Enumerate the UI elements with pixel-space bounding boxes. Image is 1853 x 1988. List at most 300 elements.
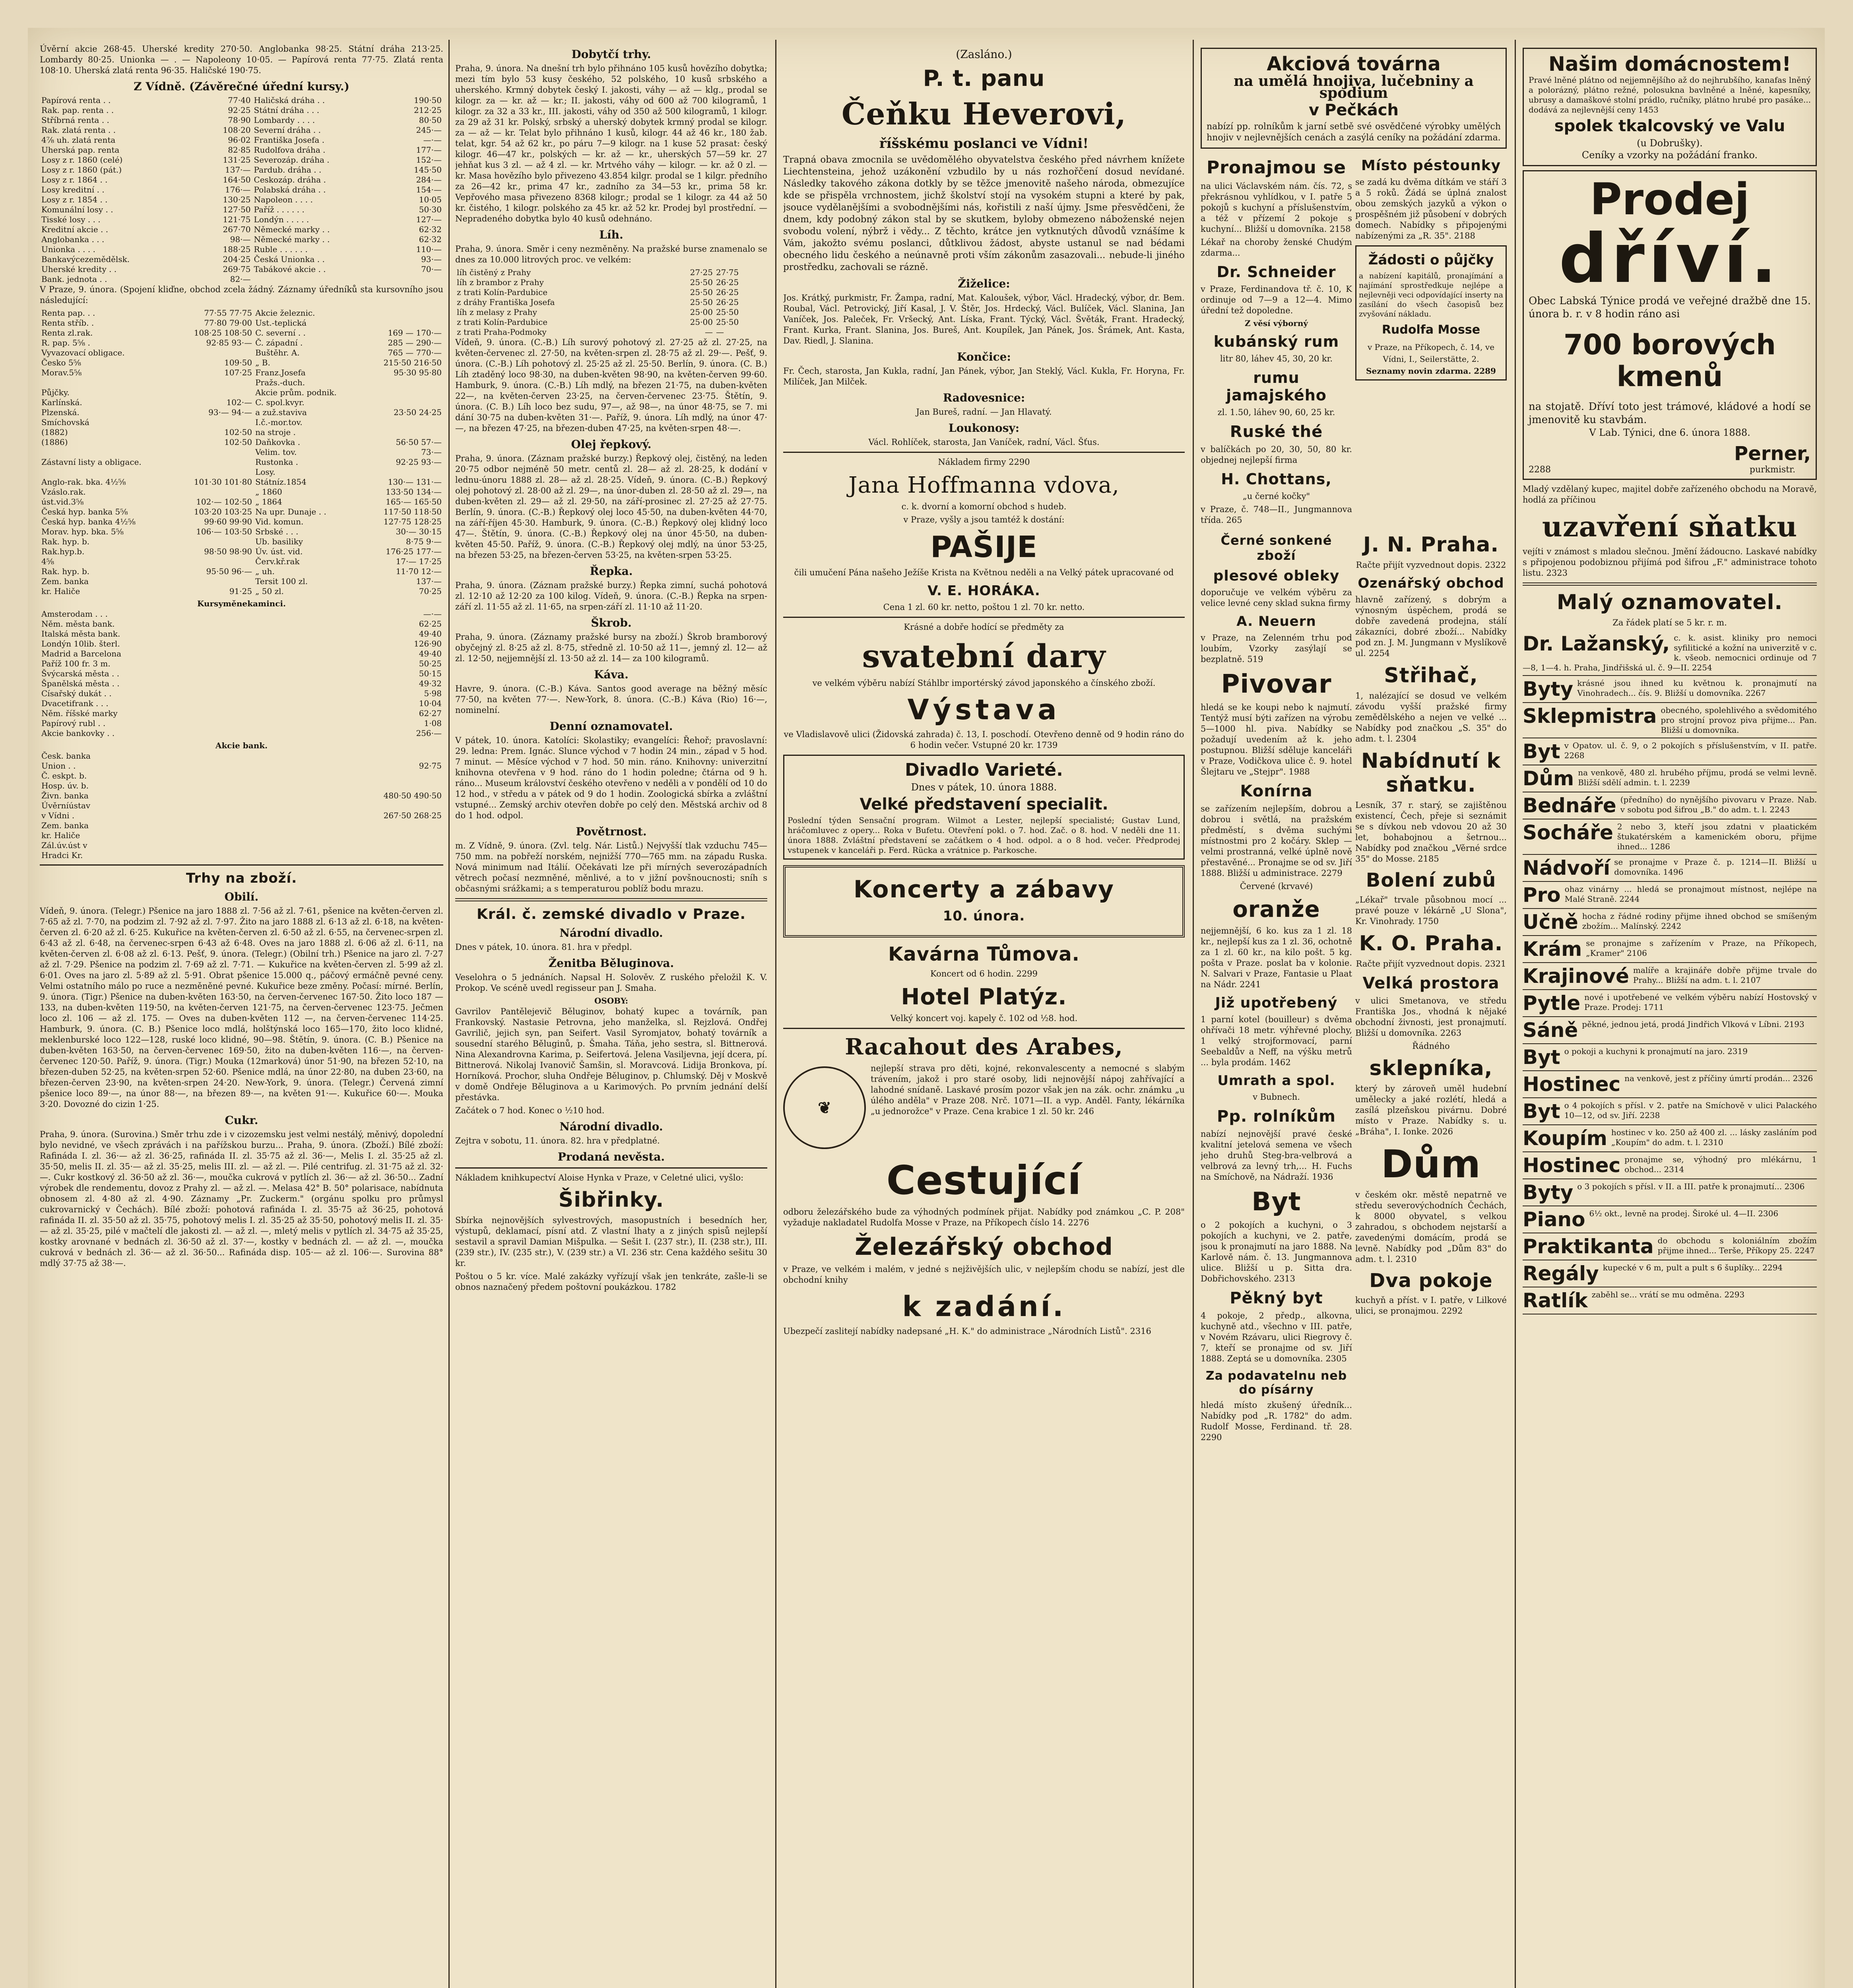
table-row	[40, 447, 443, 457]
small-ad-text: v Opatov. ul. č. 9, o 2 pokojích s příslušenstvím, v II. patře. 2268	[1564, 741, 1817, 760]
perner-sub: purkmistr.	[1749, 465, 1796, 475]
small-ad-text: 2 nebo 3, kteří jsou zdatni v plaatickém štukatérském a kamenickém oboru, přijme ihned... 1286	[1617, 822, 1817, 851]
table-cell: Polabská dráha . .	[254, 185, 326, 194]
table-cell: Č. západní .	[255, 338, 303, 348]
ozenarsky: Ozenářský obchod	[1358, 575, 1504, 591]
table-cell: 25·00	[690, 317, 713, 327]
table-cell: 50·25	[419, 659, 442, 668]
table-cell: Losy z r. 1854 . .	[41, 195, 108, 204]
small-ad-lead: Nádvoří	[1523, 856, 1610, 879]
table-cell: Ub. basiliky	[255, 537, 303, 546]
zdarma: Seznamy novin zdarma. 2289	[1366, 366, 1496, 376]
domacnostem-ad	[1523, 48, 1817, 166]
concert-ad	[783, 865, 1185, 938]
table-cell: C. spol.kvyr.	[255, 398, 305, 407]
small-ad-text: o pokoji a kuchyni k pronajmutí na jaro. 2319	[1564, 1046, 1748, 1056]
table-cell: 108·20	[223, 125, 251, 135]
top-text: Úvěrní akcie 268·45. Uherské kredity 270·50. Anglobanka 98·25. Státní dráha 213·25. Lombardy 80·25. Unionka — . — Napoleony 10·05. — Papírová renta 77·75. Zlatá renta 108·10. Uherská zlatá renta 96·35. Haličské 190·75.	[40, 44, 443, 75]
table-cell: Ust.-teplická	[255, 318, 307, 328]
signature: Jos. Krátký, purkmistr, Fr. Žampa, radní, Mat. Kaloušek, výbor, Václ. Hradecký, výbor, dr. Bem. Roubal, Václ. Petrovický, Jiří Kasal, J. V. Štěr, Jos. Hrdecký, Václ. Bulíček, Václ. Slanina, Jan Vaníček, Jos. Paleček, Fr. Vršecký, Ant. Líska, Frant. Týcký, Václ. Švěták, Frant. Hradecký, Frant. Kurka, Frant. Slanina, Jos. Bureš, Ant. Koupílek, Jan Pánek, Jos. Šrámek, Ant. Kasta, Dav. Riedl, J. Slanina.	[783, 293, 1185, 346]
table-cell: z trati Kolín-Pardubice	[457, 317, 548, 327]
table-cell: Union . .	[41, 761, 76, 771]
small-ad-lead: Regály	[1523, 1262, 1599, 1285]
pekny: Pěkný byt	[1230, 1289, 1323, 1307]
konirna-text: se zařízením nejlepším, dobrou a dobrou i světlá, na pražském předměstí, s dvěma suchými místnostmi pro 2 kočáry. Sklep — velmi prostranná, velké úplně nově přestavěné... Pronajme se od sv. Jiří 1888. Bližší u administrace. 2279	[1201, 804, 1352, 878]
drivi: dříví.	[1559, 219, 1781, 298]
table-row	[40, 467, 443, 477]
table-cell: „ 50 zl.	[255, 586, 284, 596]
table-row	[455, 307, 767, 317]
ads-right	[1355, 153, 1507, 528]
table-row	[455, 297, 767, 307]
table-cell: Lombardy . . . .	[254, 115, 315, 125]
table-cell: na stroje .	[255, 427, 296, 437]
table-cell: 92·25	[228, 105, 251, 115]
table-cell: Karlínská.	[41, 398, 82, 407]
table-cell: Kreditní akcie . .	[41, 225, 109, 234]
table-row	[40, 175, 443, 185]
table-cell: 1·08	[424, 718, 442, 728]
zelez-text: v Praze, ve velkém i malém, v jedné s nejživějších ulic, v nejlepším chodu se nabízí, jest dle obchodní knihy	[783, 1264, 1185, 1285]
pasije-price: Cena 1 zl. 60 kr. netto, poštou 1 zl. 70 kr. netto.	[883, 602, 1085, 612]
table-cell: Morav. hyp. bka. 5⅝	[41, 527, 124, 536]
table-cell: 70·25	[419, 586, 442, 596]
table-row	[40, 348, 443, 358]
table-cell: Anglo-rak. bka. 4½⅝	[41, 477, 126, 487]
table-cell	[363, 318, 443, 328]
table-cell: 92·85 93·—	[206, 338, 252, 348]
table-cell: z trati Kolín-Pardubice	[457, 287, 548, 297]
table-cell: 102·50	[224, 437, 252, 447]
pivovar-text: hledá se ke koupi nebo k najmutí. Tentýž musí býti zařízen na výrobu 5—1000 hl. piva. Nabídky se požadují uvedením až k. jeho postupnou. Bližší sděluje kanceláři v Praze, Vodičkova ulice č. 9. hotel Šlejtaru ve „Stejpr". 1988	[1201, 703, 1352, 777]
small-ad-lead: Krám	[1523, 938, 1582, 961]
table-cell: 256·—	[416, 728, 442, 738]
weather-text: m. Z Vídně, 9. února. (Zvl. telg. Nár. Listů.) Nejvyšší tlak vzduchu 745—750 mm. na pobřeží norském, nejnižší 770—765 mm. na západu Ruska. Nová minimum nad Itálií. Očekávati lze při mírných severozápadních větrech počasí nezmněné, měnlivé, a to v jižní povšnoucnosti; sníh s občasnými srážkami; a s temperaturou poblíž bodu mrazu.	[455, 841, 767, 893]
table-cell: 267·70	[223, 225, 251, 234]
column-small-ads	[1523, 44, 1817, 1988]
small-ad-text: malíře a krajináře dobře přijme trvale do Prahy... Bližší na adm. t. l. 2107	[1633, 965, 1817, 985]
table-row	[455, 268, 767, 278]
table-cell: 10·04	[419, 699, 442, 708]
oranze-text: nejjemnější, 6 ko. kus za 1 zl. 18 kr., nejlepší kus za 1 zl. 36, ochotně za 1 zl. 60 kr., na kilo pošt. 5 kg. pošta v Praze. poslat ba v kolonie. N. Salvari v Praze, Fantasie u Plaat na Nádr. 2241	[1201, 926, 1352, 989]
table-cell: Anglobanka . . .	[41, 235, 105, 244]
snatek: uzavření sňatku	[1542, 510, 1798, 543]
perner-block	[1734, 443, 1811, 475]
table-cell: Německé marky . .	[254, 235, 330, 244]
table-cell: Česko 5⅝	[41, 358, 81, 367]
table-cell: 92·25 93·—	[396, 457, 442, 467]
table-cell	[226, 821, 443, 831]
letter-pt: P. t. panu	[923, 66, 1045, 91]
table-cell: a zuž.staviva	[255, 408, 307, 417]
table-cell: 78·90	[228, 115, 251, 125]
vienna-quote-table	[40, 95, 443, 284]
oranze: oranže	[1232, 897, 1320, 922]
zadani-text: Ubezpečí zaslitejí nabídky nadepsané „H. K." do administrace „Národních Listů". 2316	[783, 1326, 1151, 1336]
tea-text: v balíčkách po 20, 30, 50, 80 kr. objednej nejlepší firma	[1201, 445, 1352, 465]
table-cell: 121·75	[223, 215, 251, 224]
table-row	[40, 679, 443, 689]
small-ad	[1523, 1017, 1817, 1044]
table-cell: Dvacetifrank . . .	[41, 699, 109, 708]
table-cell: 137·—	[416, 577, 442, 586]
ads-right-2	[1355, 528, 1507, 1445]
table-cell: 11·70 12·—	[396, 567, 442, 576]
table-cell	[174, 417, 254, 427]
table-cell: 133·50 134·—	[386, 487, 442, 497]
small-ad-text: do obchodu s koloniálním zbožím přijme ihned... Terše, Příkopy 25. 2247	[1657, 1236, 1817, 1255]
table-cell: Akcie železnic.	[255, 308, 315, 318]
plesove: plesové obleky	[1213, 568, 1340, 584]
table-cell: 26·25	[716, 297, 739, 307]
tickets-text: Zejtra v sobotu, 11. února. 82. hra v předplatné.	[455, 1136, 660, 1145]
table-cell: Plzenská.	[41, 408, 80, 417]
small-ad	[1523, 676, 1817, 703]
factory-sub: na umělá hnojiva, lučebniny a spodium	[1234, 73, 1474, 101]
table-row	[40, 457, 443, 467]
small-ad	[1523, 990, 1817, 1017]
table-cell: 284·—	[416, 175, 442, 184]
table-cell: —·—	[423, 609, 442, 619]
table-cell: Londýn 10lib. šterl.	[41, 639, 120, 648]
table-cell: 82·—	[230, 274, 251, 284]
table-row	[40, 619, 443, 629]
chottans-sub: „u černé kočky"	[1242, 491, 1310, 501]
column-letter-and-ads	[783, 44, 1185, 1988]
table-cell	[226, 801, 443, 811]
table-cell: Madrid a Barcelona	[41, 649, 122, 658]
prague-intro: V Praze, 9. února. (Spojení kliďne, obchod zcela žádný. Záznamy úředníků sta kursovního jsou následující:	[40, 285, 443, 305]
table-cell: Paříž . . . . . .	[254, 205, 305, 214]
table-cell: Zál.úv.úst v	[41, 841, 87, 850]
table-cell: Půjčky.	[41, 388, 70, 397]
dva-text: kuchyň a příst. v I. patře, v Lilkové ulici, se pronajmou. 2292	[1355, 1295, 1507, 1316]
table-cell	[363, 417, 443, 427]
table-cell: Akcie prům. podnik.	[255, 388, 337, 397]
divider	[455, 898, 767, 901]
sklepnika: sklepníka,	[1369, 1056, 1493, 1080]
book-footer: Poštou o 5 kr. více. Malé zakázky vyřízují však jen tenkráte, zašle-li se obnos naznačený předem poštovní poukázkou. 1782	[455, 1272, 767, 1292]
table-row	[40, 659, 443, 669]
small-ad-text: zaběhl se... vrátí se mu odměna. 2293	[1591, 1290, 1745, 1299]
publisher: Nákladem knihkupectví Aloise Hynka v Praze, v Celetné ulici, vyšlo:	[455, 1173, 744, 1182]
table-cell: Franz.Josefa	[255, 368, 306, 377]
pasije: PAŠIJE	[930, 530, 1038, 564]
table-cell: 165·— 165·50	[386, 497, 442, 507]
small-ad-lead: Sklepmistra	[1523, 705, 1657, 728]
theatre-title: Král. č. zemské divadlo v Praze.	[477, 906, 746, 922]
table-row	[40, 609, 443, 619]
table-cell: Hradci Kr.	[41, 850, 83, 860]
table-cell: 98·—	[230, 235, 251, 244]
table-cell: 62·25	[419, 619, 442, 629]
table-cell: 5·98	[424, 689, 442, 698]
table-row	[40, 517, 443, 527]
table-cell: Unionka . . . .	[41, 245, 95, 254]
table-cell: Vid. komun.	[255, 517, 304, 526]
small-ad-text: hocha z řádné rodiny přijme ihned obchod se smíšeným zbožím... Malínský. 2242	[1582, 911, 1817, 931]
neuern-text: v Praze, na Zelenném trhu pod loubím, Vzorky zasýlají se bezplatně. 519	[1201, 633, 1352, 664]
table-cell	[363, 467, 443, 477]
table-cell: 77·40	[228, 95, 251, 105]
variete-title: Divadlo Varieté.	[905, 760, 1063, 780]
small-ad-lead: Byt	[1523, 740, 1560, 763]
table-row	[40, 557, 443, 567]
table-cell: 130·— 131·—	[388, 477, 442, 487]
table-cell: „ B.	[255, 358, 270, 367]
exchange-table	[40, 609, 443, 738]
gifts-title: svatební dary	[862, 637, 1106, 675]
pasije-author: V. E. HORÁKA.	[927, 583, 1040, 599]
sklepnika-intro: Řádného	[1412, 1041, 1450, 1051]
table-cell: 107·25	[224, 368, 252, 377]
table-cell: Bankavýcezemědělsk.	[41, 254, 130, 264]
table-cell: 152·—	[416, 155, 442, 165]
table-cell	[174, 378, 254, 388]
cestujici-text: odboru železářského bude za výhodných podmínek přijat. Nabídky pod známkou „C. P. 208" vyžaduje nakladatel Rudolfa Mosse v Praze, na Příkopech číslo 14. 2276	[783, 1207, 1185, 1227]
kmen-text: na stojatě. Dříví toto jest trámové, kládové a hodí se jmenovitě ku stavbám.	[1529, 401, 1811, 426]
table-cell	[363, 388, 443, 398]
small-ad	[1523, 1179, 1817, 1206]
small-ad-lead: Krajinové	[1523, 965, 1629, 988]
table-cell: 62·32	[419, 225, 442, 234]
table-cell: 82·85	[228, 145, 251, 155]
table-cell: 62·27	[419, 709, 442, 718]
two-column-ads-2	[1201, 528, 1507, 1445]
mlady: Mladý vzdělaný kupec, majitel dobře zařízeného obchodu na Moravě, hodlá za příčinou	[1523, 484, 1817, 505]
grain-title: Obilí.	[224, 890, 259, 903]
daily-text: V pátek, 10. února. Katolíci: Skolastiky; evangelíci: Řehoř; pravoslavní: 29. ledna: Prem. Ignác. Slunce východ v 7 hodin 24 min., západ v 5 hod. 7 minut. — Měsíce východ v 7 hod. 50 min. ráno. Knihovny: univerzitní knihovna otevřena v 9 hod. ráno do 1 hodin poledne; čtárna od 9 h. ráno... Museum království českého otevřeno v neděli a v pondělí od 10 do 12 hod., v středu a v pátek od 9 do 1 hodin. Zoologická sbírka a zvláštní vstupné... Zemský archiv otevřen dobře po celý den. Městská archiv od 8 do 1 hod. odpol.	[455, 736, 767, 820]
small-ad-lead: Pro	[1523, 883, 1561, 907]
table-row	[40, 408, 443, 417]
table-cell: 49·40	[419, 649, 442, 658]
table-cell: „ uh.	[255, 567, 275, 576]
firm-sub: c. k. dvorní a komorní obchod s hudeb.	[901, 502, 1067, 511]
table-row	[40, 801, 443, 811]
signature-row	[1529, 443, 1811, 475]
small-ad-lead: Hostinec	[1523, 1154, 1621, 1177]
small-ad-text: nové i upotřebené ve velkém výběru nabízí Hostovský v Praze. Prodej: 1711	[1584, 992, 1817, 1012]
prague-quote-table	[40, 308, 443, 596]
spolek-text: Ceníky a vzorky na požádání franko.	[1581, 149, 1758, 161]
rum1-text: litr 80, láhev 45, 30, 20 kr.	[1220, 354, 1333, 363]
radovesnice: Radovesnice:	[943, 391, 1025, 404]
table-cell: 92·75	[419, 761, 442, 771]
small-ad-text: c. k. asist. kliniky pro nemoci syfilitické a kožní na univerzitě v c. k. všeob. nemocnici ordinuje od 7—8, 1—4. h. Praha, Jindřišská ul. č. 9—II. 2254	[1523, 633, 1817, 672]
small-ad-text: krásné jsou ihned ku květnou k. pronajmutí na Vinohradech... čís. 9. Bližší u domovníka. 2267	[1577, 678, 1817, 698]
table-cell: 30·— 30·15	[396, 527, 442, 536]
table-cell: Česká hyp. banka 4½⅝	[41, 517, 136, 526]
table-row	[40, 427, 443, 437]
kavarna: Kavárna Tůmova.	[888, 943, 1080, 965]
two-column-ads	[1201, 153, 1507, 528]
mosse-ad	[1355, 245, 1507, 381]
pisarna: Za podavatelnu neb do písárny	[1205, 1369, 1347, 1397]
table-cell: „ 1864	[255, 497, 282, 507]
rolnikum-text: nabízí nejnovější pravé české kvalitní jetelová semena ve všech jeho druhů Steg-bra-velbrová a velbrová za levný trh,... H. Fuchs na Smíchově, na Nádraží. 1936	[1201, 1129, 1352, 1182]
table-cell: Tersit 100 zl.	[255, 577, 308, 586]
table-cell: Rustonka .	[255, 457, 298, 467]
table-cell: Česká Unionka . .	[254, 254, 325, 264]
domacnostem-text: Pravé lněné plátno od nejjemnějšího až do nejhrubšího, kanafas lněný a polorázný, plátno režné, polosukna bavlněné a lněné, kapesníky, ubrusy a damaškové stolní prádlo, ručníky, plátno hrubé pro pasáke... dodává za nejlevnější ceny 1453	[1529, 75, 1811, 115]
cattle-title: Dobytčí trhy.	[571, 48, 651, 61]
small-ad-lead: Sáně	[1523, 1019, 1578, 1042]
pasije-text: čili umučení Pána našeho Ježíše Krista na Květnou neděli a na Velký pátek upracované od	[794, 568, 1174, 577]
table-cell: Něm. města bank.	[41, 619, 115, 629]
small-ad	[1523, 855, 1817, 882]
coffee-title: Káva.	[594, 668, 629, 681]
small-ad-text: se pronajme v Praze č. p. 1214—II. Bližší u domovníka. 1496	[1614, 857, 1817, 877]
small-ad-text: pronajme se, výhodný pro mlékárnu, 1 obchod... 2314	[1624, 1155, 1817, 1174]
hotel-sub: Velký koncert voj. kapely č. 102 od ½8. hod.	[890, 1013, 1078, 1023]
prostora: Velká prostora	[1362, 974, 1500, 992]
table-cell: 26·25	[716, 287, 739, 297]
table-cell: Zem. banka	[41, 577, 89, 586]
table-cell	[174, 348, 254, 358]
small-ad	[1523, 1152, 1817, 1179]
small-ad	[1523, 792, 1817, 819]
trade-title: Trhy na zboží.	[186, 870, 297, 886]
mosse-text: v Praze, na Příkopech, č. 14, ve Vídni, I., Seilerstätte, 2.	[1367, 342, 1495, 364]
table-row	[40, 264, 443, 274]
variete-ad	[783, 755, 1185, 860]
table-cell: 25·50	[690, 287, 713, 297]
table-cell: 164·50	[223, 175, 251, 184]
table-cell: úst.vid.3⅝	[41, 497, 84, 507]
table-cell: Vzáslo.rak.	[41, 487, 86, 497]
table-cell: 154·—	[416, 185, 442, 194]
neuern: A. Neuern	[1236, 613, 1316, 629]
small-ad-text: o 3 pokojích s přísl. v II. a III. patře k pronajmutí... 2306	[1577, 1182, 1805, 1191]
column-rule	[1193, 40, 1194, 1988]
table-cell: 8·75 9·—	[406, 537, 442, 546]
theatre-persons: Gavrilov Pantělejevič Běluginov, bohatý kupec a továrník, pan Frankovský. Nastasie Petrovna, jeho manželka, sl. Rejzlová. Ondřej Gavrilič, jejich syn, pan Seifert. Vasil Syromjatov, bohatý továrník a sousední starého Běluginů, p. Šmaha. Táňa, jeho sestra, sl. Bittnerová. Nina Alexandrovna Karima, p. Seifertová. Jelena Vasiljevna, její dcera, pí. Bittnerová. Nikolaj Ivanovič Šamšin, sl. Moravcová. Lidija Bronkova, pí. Horníková. Prochor, sluha Ondřeje Běluginov, p. Chlumský. Děj v Moskvě v domě Ondřeje Běluginova a u Karimových. Po prvním jednání delší přestávka.	[455, 1007, 767, 1102]
oranze-intro: Červené (krvavé)	[1240, 881, 1313, 891]
table-row	[40, 567, 443, 577]
table-cell: Německé marky . .	[254, 225, 330, 234]
table-cell	[174, 457, 254, 467]
table-row	[40, 728, 443, 738]
lost-title: Prodaná nevěsta.	[557, 1150, 665, 1163]
potreba-text: 1 parní kotel (bouilleur) s dvěma ohřívači 18 metr. výhřevné plochy, 1 velký strojformovací, parní Seebaldův a Neff, na výšku metrů ... byla prodám. 1462	[1201, 1015, 1352, 1067]
table-cell: (1886)	[41, 437, 68, 447]
table-cell: 73·—	[421, 447, 442, 457]
pronajmou-text: na ulici Václavském nám. čís. 72, s překrásnou vyhlídkou, v I. patře 5 pokojů s kuchyní a příslušenstvím, a též v přízemí 2 pokoje s kuchyní... Bližší u domovníka. 2158	[1201, 181, 1352, 234]
table-cell: 17·— 17·25	[396, 557, 442, 566]
table-cell: Pardub. dráha . .	[254, 165, 322, 175]
table-row	[40, 185, 443, 195]
racahout: Racahout des Arabes,	[845, 1034, 1123, 1060]
theatre-sub: Národní divadlo.	[559, 926, 663, 940]
table-cell: Daňkovka .	[255, 437, 301, 447]
sugar-title: Cukr.	[225, 1114, 258, 1127]
maly-sub: Za řádek platí se 5 kr. r. m.	[1612, 618, 1727, 627]
table-cell: 95·50 96·—	[206, 567, 252, 576]
table-cell: C. severní . .	[255, 328, 306, 338]
table-row	[40, 487, 443, 497]
table-cell: 176·25 177·—	[386, 547, 442, 556]
table-cell	[226, 781, 443, 791]
divider	[783, 1028, 1185, 1029]
small-ad-lead: Byty	[1523, 678, 1574, 701]
table-cell: 190·50	[414, 95, 442, 105]
table-row	[40, 195, 443, 205]
column-market-quotes	[40, 44, 443, 1988]
rape-title: Řepka.	[590, 565, 633, 578]
small-ad-lead: Byt	[1523, 1046, 1560, 1069]
table-row	[40, 497, 443, 507]
table-cell: Česká hyp. banka 5⅝	[41, 507, 128, 516]
table-row	[40, 254, 443, 264]
table-cell: Losy.	[255, 467, 276, 477]
rum1: kubánský rum	[1213, 333, 1339, 350]
table-cell: 212·25	[414, 105, 442, 115]
table-cell: Vyvazovací obligace.	[41, 348, 125, 357]
table-cell: Na upr. Dunaje . .	[255, 507, 326, 516]
table-cell: 49·32	[419, 679, 442, 688]
table-cell: líh čistěný z Prahy	[457, 268, 531, 277]
nabidnuti-text: Lesník, 37 r. starý, se zajištěnou existencí, Čech, přeje si seznámit se s dívkou neb vdovou 20 až 30 let, bohabojnou a šetrnou... Nabídky pod značkou „Věrné srdce 35" do Mosse. 2185	[1355, 800, 1507, 864]
table-cell: 93·— 94·—	[208, 408, 252, 417]
divider	[783, 617, 1185, 618]
ko-sub: Račte přijít vyzvednout dopis. 2321	[1356, 959, 1506, 969]
table-cell: 127·50	[223, 205, 251, 214]
concert-title: Koncerty a zábavy	[853, 876, 1115, 903]
table-cell: Bank. jednota . .	[41, 274, 107, 284]
small-ad	[1523, 765, 1817, 792]
small-ad-lead: Hostinec	[1523, 1073, 1621, 1096]
konirna: Konírna	[1240, 782, 1313, 800]
table-row	[40, 537, 443, 547]
kavarna-sub: Koncert od 6 hodin. 2299	[930, 969, 1038, 978]
table-cell: R. pap. 5⅝ .	[41, 338, 90, 348]
zadani: k zadání.	[902, 1290, 1066, 1323]
small-ad-lead: Piano	[1523, 1208, 1585, 1231]
table-cell: Papírový rubl . .	[41, 718, 106, 728]
table-row	[40, 95, 443, 105]
table-cell	[174, 388, 254, 398]
ads-left-2	[1201, 528, 1352, 1445]
table-row	[40, 477, 443, 487]
table-cell: Rak.hyp.b.	[41, 547, 85, 556]
table-cell: Renta zl.rak.	[41, 328, 93, 338]
starch-text: Praha, 9. února. (Záznamy pražské bursy na zboží.) Škrob bramborový obyčejný zl. 8·25 až zl. 8·75, středně zl. 10·50 až 11—, jemný zl. 12— až zl. 12·50, nejjemnější zl. 13·50 až zl. 14— za 100 kilogramů.	[455, 632, 767, 663]
small-ad-text: kupecké v 6 m, pult a pult s 6 šuplíky... 2294	[1603, 1263, 1783, 1272]
dva: Dva pokoje	[1369, 1270, 1493, 1292]
table-cell	[174, 467, 254, 477]
table-cell: 101·30 101·80	[194, 477, 252, 487]
small-ad-lead: Socháře	[1523, 821, 1613, 844]
wood-sale-ad	[1523, 170, 1817, 480]
table-cell: 91·25	[229, 586, 252, 596]
theatre-play: Ženitba Běluginova.	[548, 957, 674, 970]
table-row	[40, 125, 443, 135]
book-title: Šibřinky.	[558, 1188, 664, 1212]
racahout-body	[783, 1063, 1185, 1152]
byt: Byt	[1252, 1187, 1301, 1217]
table-cell: z trati Praha-Podmoky	[457, 327, 547, 337]
table-row	[40, 368, 443, 378]
misto: Místo péstounky	[1361, 157, 1501, 174]
table-cell: 96·02	[228, 135, 251, 145]
table-row	[40, 831, 443, 841]
table-cell: 127·75 128·25	[383, 517, 442, 526]
column-ads	[1201, 44, 1507, 1988]
zelez: Železářský obchod	[855, 1233, 1113, 1261]
table-cell	[174, 557, 254, 567]
column-rule	[775, 40, 776, 1988]
factory-place: v Pečkách	[1309, 101, 1399, 119]
